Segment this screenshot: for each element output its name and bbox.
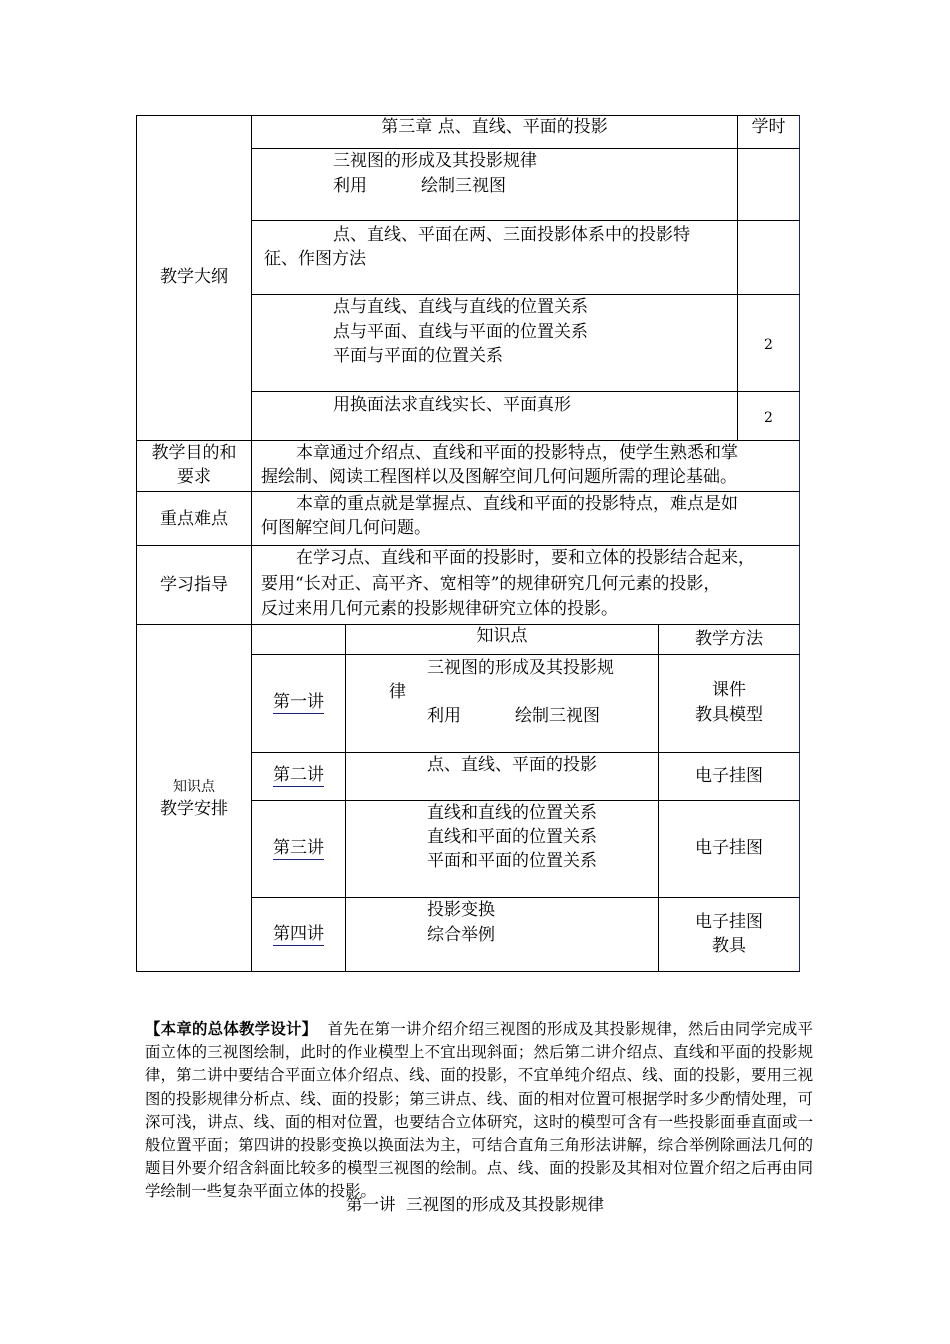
objectives-text-line-1: 本章通过介绍点、直线和平面的投影特点，使学生熟悉和掌 — [296, 443, 738, 463]
hours-header: 学时 — [751, 117, 786, 137]
divider — [345, 624, 346, 972]
lecture-3-knowledge-line-3: 平面和平面的位置关系 — [427, 851, 597, 871]
lecture-4-link[interactable]: 第四讲 — [273, 924, 324, 944]
key-points-text-line-2: 何图解空间几何问题。 — [261, 518, 431, 538]
divider — [251, 654, 800, 655]
lecture-1-knowledge-line-2: 律 — [389, 682, 406, 702]
guidance-label: 学习指导 — [160, 575, 228, 595]
lecture-1-knowledge-line-3: 利用 绘制三视图 — [427, 706, 601, 726]
objectives-label-line-1: 教学目的和 — [151, 443, 237, 463]
design-paragraph — [145, 1018, 813, 1204]
lecture-3-cell — [252, 836, 345, 860]
lecture-2-link[interactable]: 第二讲 — [273, 765, 324, 785]
lecture-3-knowledge-line-1: 直线和直线的位置关系 — [427, 803, 597, 823]
divider — [251, 220, 800, 221]
lecture-1-cell — [252, 690, 345, 714]
lecture-4-knowledge-line-2: 综合举例 — [427, 925, 495, 945]
lecture-1-knowledge-line-1: 三视图的形成及其投影规 — [427, 658, 614, 678]
schedule-label: 教学安排 — [160, 799, 228, 819]
outline-row-2-line-1: 点、直线、平面在两、三面投影体系中的投影特 — [333, 225, 690, 245]
guidance-text-line-3: 反过来用几何元素的投影规律研究立体的投影。 — [261, 599, 618, 619]
chapter-title: 第三章 点、直线、平面的投影 — [381, 117, 608, 137]
lecture-4-method-line-2: 教具 — [712, 936, 746, 956]
outline-row-2-line-2: 征、作图方法 — [264, 249, 366, 269]
design-text: 首先在第一讲介绍介绍三视图的形成及其投影规律，然后由同学完成平面立体的三视图绘制，此时的作业模型上不宜出现斜面；然后第二讲介绍点、直线和平面的投影规律，第二讲中要结合平面立体介绍点、线、面的投影，不宜单纯介绍点、线、面的投影，要用三视图的投影规律分析点、线、面的投影；第三讲点、线、面的相对位置可根据学时多少酌情处理，可深可浅，讲点、线、面的相对位置，也要结合立体研究，这时的模型可含有一些投影面垂直面或一般位置平面；第四讲的投影变换以换面法为主，可结合直角三角形法讲解，综合举例除画法几何的题目外要介绍含斜面比较多的模型三视图的绘制。点、线、面的投影及其相对位置介绍之后再由同学绘制一些复杂平面立体的投影。 — [145, 1020, 813, 1201]
outline-row-3-line-3: 平面与平面的位置关系 — [333, 346, 503, 366]
schedule-col-knowledge: 知识点 — [476, 626, 528, 646]
lecture-2-method-line-1: 电子挂图 — [695, 766, 763, 786]
lecture-1-method-line-1: 课件 — [712, 680, 746, 700]
guidance-text-line-1: 在学习点、直线和平面的投影时，要和立体的投影结合起来， — [296, 548, 755, 568]
outline-row-4-hours: 2 — [764, 410, 773, 426]
lecture-2-knowledge-line-1: 点、直线、平面的投影 — [427, 755, 597, 775]
lecture-3-link[interactable]: 第三讲 — [273, 838, 324, 858]
lecture-4-cell — [252, 922, 345, 946]
lecture-1-link[interactable]: 第一讲 — [273, 692, 324, 712]
table-border-right — [799, 115, 800, 972]
lecture-3-method-line-1: 电子挂图 — [695, 838, 763, 858]
schedule-label-small: 知识点 — [173, 779, 215, 795]
outline-row-1-line-2: 利用 绘制三视图 — [333, 176, 507, 196]
objectives-text-line-2: 握绘制、阅读工程图样以及图解空间几何问题所需的理论基础。 — [261, 467, 737, 487]
lecture-4-method-line-1: 电子挂图 — [695, 912, 763, 932]
outline-row-3-line-2: 点与平面、直线与平面的位置关系 — [333, 322, 588, 342]
divider — [251, 897, 800, 898]
lecture-1-method-line-2: 教具模型 — [695, 705, 763, 725]
guidance-text-line-2: 要用“长对正、高平齐、宽相等”的规律研究几何元素的投影， — [261, 574, 721, 594]
lecture-2-cell — [252, 763, 345, 787]
key-points-text-line-1: 本章的重点就是掌握点、直线和平面的投影特点，难点是如 — [296, 494, 738, 514]
outline-label: 教学大纲 — [160, 267, 228, 287]
outline-row-1-line-1: 三视图的形成及其投影规律 — [333, 151, 537, 171]
lecture-3-knowledge-line-2: 直线和平面的位置关系 — [427, 827, 597, 847]
outline-row-4-line-1: 用换面法求直线实长、平面真形 — [333, 395, 571, 415]
key-points-label: 重点难点 — [160, 509, 228, 529]
design-heading: 【本章的总体教学设计】 — [145, 1020, 318, 1038]
table-border-bottom — [136, 971, 800, 972]
outline-row-3-hours: 2 — [764, 337, 773, 353]
lecture-4-knowledge-line-1: 投影变换 — [427, 900, 495, 920]
outline-row-3-line-1: 点与直线、直线与直线的位置关系 — [333, 297, 588, 317]
table-border-left — [136, 115, 137, 972]
lecture-1-heading: 第一讲 三视图的形成及其投影规律 — [346, 1195, 604, 1214]
divider — [251, 391, 800, 392]
schedule-col-method: 教学方法 — [695, 629, 763, 649]
objectives-label-line-2: 要求 — [177, 467, 211, 487]
